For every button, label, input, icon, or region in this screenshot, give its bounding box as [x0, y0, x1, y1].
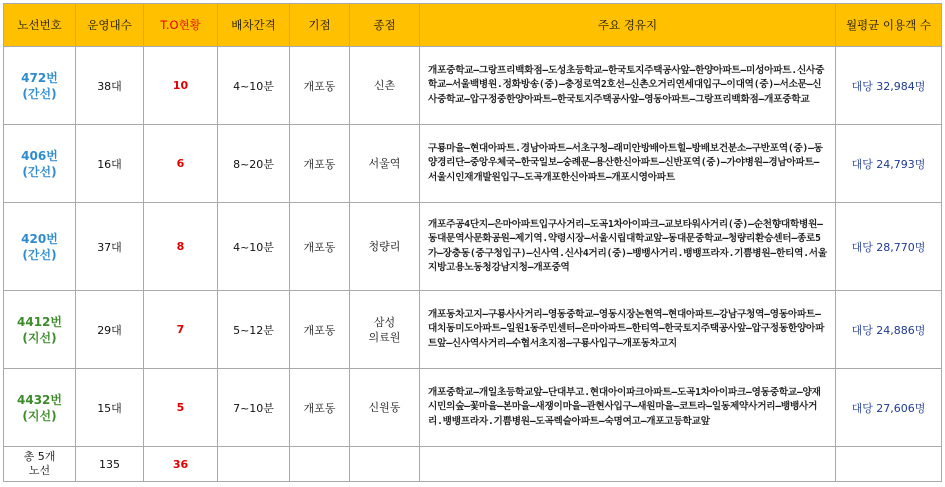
route-number: 420번 [21, 231, 58, 246]
interval-cell: 8~20분 [218, 125, 290, 203]
bus-route-table [3, 3, 942, 482]
total-empty-interval [218, 447, 290, 482]
to-cell: 7 [144, 291, 218, 369]
route-number-cell [4, 125, 76, 203]
header-fleet: 운영대수 [76, 4, 144, 47]
interval-cell: 5~12분 [218, 291, 290, 369]
table-row [4, 125, 942, 203]
table-row [4, 291, 942, 369]
to-cell: 6 [144, 125, 218, 203]
monthly-cell: 대당 27,606명 [836, 369, 942, 447]
total-row [4, 447, 942, 482]
monthly-cell: 대당 28,770명 [836, 203, 942, 291]
fleet-cell: 29대 [76, 291, 144, 369]
via-cell: 개포중학교–개일초등학교앞–단대부고.현대아이파크아파트–도곡1차아이파크–영동중학교–양재시민의숲–꽃마을–본마을–새쟁이마을–관현사입구–새원마을–코트라–일동제약사거리–뱅뱅사거리.뱅뱅프라자.기쁨병원–도곡렉슬아파트–숙명여고–개포고등학교앞 [420, 369, 836, 447]
route-number: 406번 [21, 148, 58, 163]
route-number-cell [4, 203, 76, 291]
total-empty-via [420, 447, 836, 482]
header-route-no: 노선번호 [4, 4, 76, 47]
to-cell: 10 [144, 47, 218, 125]
table-row [4, 369, 942, 447]
monthly-cell: 대당 24,793명 [836, 125, 942, 203]
route-type: (지선) [22, 330, 57, 345]
fleet-cell: 16대 [76, 125, 144, 203]
interval-cell: 7~10분 [218, 369, 290, 447]
via-cell: 구룡마을–현대아파트.경남아파트–서초구청–래미안방배아트힐–방배보건분소–구반포역(중)–동양경리단–중앙우체국–한국일보–숭례문–용산한신아파트–신반포역(중)–가야병원–경남아파트–서울시인재개발원입구–도곡개포한신아파트–개포시영아파트 [420, 125, 836, 203]
fleet-cell: 38대 [76, 47, 144, 125]
route-number: 4432번 [17, 392, 62, 407]
terminus-cell: 신원동 [350, 369, 420, 447]
total-empty-terminus [350, 447, 420, 482]
via-cell: 개포주공4단지–은마아파트입구사거리–도곡1차아이파크–교보타워사거리(중)–순천향대학병원–동대문역사문화공원–제기역.약령시장–서울시립대학교앞–동대문중학교–청량리환승센터–종로5가–장충동(중구청입구)–신사역.신사4거리(중)–뱅뱅사거리.뱅뱅프라자.기쁨병원–한티역.서울지방고용노동청강남지청–개포중역 [420, 203, 836, 291]
origin-cell: 개포동 [290, 125, 350, 203]
interval-cell: 4~10분 [218, 47, 290, 125]
origin-cell: 개포동 [290, 203, 350, 291]
via-cell: 개포중학교–그랑프리백화점–도성초등학교–한국토지주택공사앞–한양아파트–미성아파트.신사중학교–서울백병원.정화방송(중)–충정로역2호선–신촌오거리연세대입구–이대역(중)–서소문–신사중학교–압구정중한양아파트–한국토지주택공사앞–영동아파트–그랑프리백화점–개포중학교 [420, 47, 836, 125]
route-type: (간선) [22, 247, 57, 262]
origin-cell: 개포동 [290, 291, 350, 369]
terminus-cell: 삼성 의료원 [350, 291, 420, 369]
origin-cell: 개포동 [290, 47, 350, 125]
route-number-cell [4, 47, 76, 125]
terminus-cell: 서울역 [350, 125, 420, 203]
total-to: 36 [144, 447, 218, 482]
table-row [4, 47, 942, 125]
total-empty-origin [290, 447, 350, 482]
header-to-status: T.O현황 [144, 4, 218, 47]
header-terminus: 종점 [350, 4, 420, 47]
table-row [4, 203, 942, 291]
fleet-cell: 15대 [76, 369, 144, 447]
route-type: (지선) [22, 408, 57, 423]
via-cell: 개포동차고지–구룡사사거리–영동중학교–영동시장논현역–현대아파트–강남구청역–영동아파트–대치동미도아파트–일원1동주민센터–은마아파트–한티역–한국토지주택공사앞–압구정동한양아파트앞–신사역사거리–수협서초지점–구룡사입구–개포동차고지 [420, 291, 836, 369]
total-label: 총 5개 노선 [4, 447, 76, 482]
route-type: (간선) [22, 164, 57, 179]
header-via: 주요 경유지 [420, 4, 836, 47]
header-row [4, 4, 942, 47]
monthly-cell: 대당 24,886명 [836, 291, 942, 369]
to-cell: 5 [144, 369, 218, 447]
total-fleet: 135 [76, 447, 144, 482]
route-number: 472번 [21, 70, 58, 85]
header-interval: 배차간격 [218, 4, 290, 47]
monthly-cell: 대당 32,984명 [836, 47, 942, 125]
terminus-cell: 청량리 [350, 203, 420, 291]
header-origin: 기점 [290, 4, 350, 47]
fleet-cell: 37대 [76, 203, 144, 291]
to-cell: 8 [144, 203, 218, 291]
route-type: (간선) [22, 86, 57, 101]
total-empty-monthly [836, 447, 942, 482]
route-number-cell [4, 369, 76, 447]
route-number-cell [4, 291, 76, 369]
route-number: 4412번 [17, 314, 62, 329]
origin-cell: 개포동 [290, 369, 350, 447]
interval-cell: 4~10분 [218, 203, 290, 291]
header-monthly: 월평균 이용객 수 [836, 4, 942, 47]
terminus-cell: 신촌 [350, 47, 420, 125]
